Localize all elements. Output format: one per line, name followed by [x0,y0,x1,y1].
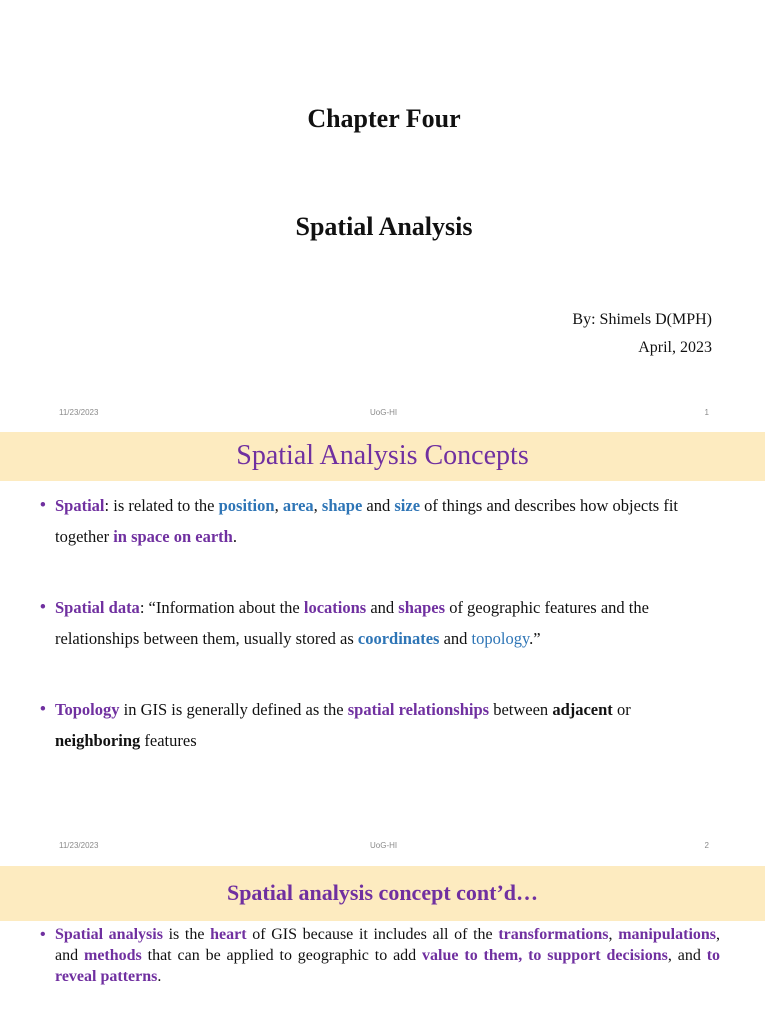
keyword: adjacent [552,700,613,719]
term: Spatial data [55,598,140,617]
slide-footer [0,841,768,855]
author: By: Shimels D(MPH) [572,311,712,328]
bullet-icon: • [40,598,46,616]
text-run: in GIS is generally defined as the [119,700,348,719]
chapter-title: Chapter Four [307,104,461,133]
slide-number: 2 [704,841,709,850]
presentation-date: April, 2023 [638,339,712,356]
keyword: manipulations [618,926,717,943]
text-run: or [612,700,631,719]
text-run: .” [529,629,541,648]
text-run: of things and describes how objects fit together [55,496,679,546]
text-run: that can be applied to geographic to add [141,947,423,964]
keyword: position [218,496,275,515]
bullet-icon: • [40,496,46,514]
byline [572,306,712,362]
bullet-icon: • [40,926,46,943]
keyword: transformations [498,926,609,943]
text-run: and [439,629,472,648]
text-run: between [489,700,553,719]
slide-2 [0,432,768,866]
keyword: neighboring [55,731,141,750]
slide-title: Spatial analysis concept cont’d… [226,880,539,905]
text-run: , [313,496,322,515]
keyword: topology [471,629,530,648]
slide-title: Spatial Analysis [295,212,473,241]
keyword: size [394,496,421,515]
bullet-spatial-analysis [40,924,720,987]
slide-title: Spatial Analysis Concepts [236,440,529,471]
bullet-spatial-data [40,592,720,654]
keyword: to reveal patterns [55,947,721,985]
term: Spatial [55,496,105,515]
keyword: value to them, to support decisions [422,947,668,964]
keyword: heart [210,926,247,943]
term: Spatial analysis [55,926,163,943]
bullet-icon: • [40,700,46,718]
text-run: : “Information about the [139,598,304,617]
title-band [0,432,765,481]
text-run: , [274,496,283,515]
slide-3 [0,866,768,1024]
bullet-text [55,592,720,654]
text-run: . [157,968,162,985]
title-band [0,866,765,921]
keyword: methods [83,947,142,964]
footer-date: 11/23/2023 [59,841,99,850]
text-run: and [366,598,399,617]
bullet-topology [40,694,720,756]
text-run: of GIS because it includes all of the [246,926,499,943]
keyword: spatial relationships [347,700,490,719]
text-run: is the [162,926,211,943]
bullet-text [55,490,720,552]
footer-center: UoG-HI [370,841,398,850]
bullet-text [55,924,720,987]
text-run: . [232,527,237,546]
bullet-spatial [40,490,720,552]
keyword: in space on earth [113,527,233,546]
text-run: of geographic features and the relationships between them, usually stored as [55,598,649,648]
slide-footer [0,408,768,422]
bullet-text [55,694,720,756]
slide-1 [0,0,768,432]
keyword: coordinates [357,629,440,648]
text-run: features [140,731,197,750]
slide-number: 1 [704,408,709,417]
keyword: shape [321,496,363,515]
text-run: , and [667,947,707,964]
term: Topology [55,700,120,719]
text-run: : is related to the [104,496,219,515]
keyword: shapes [398,598,446,617]
text-run: , and [55,926,721,964]
footer-center: UoG-HI [370,408,398,417]
text-run: and [362,496,395,515]
keyword: area [282,496,314,515]
keyword: locations [303,598,367,617]
footer-date: 11/23/2023 [59,408,99,417]
text-run: , [608,926,619,943]
